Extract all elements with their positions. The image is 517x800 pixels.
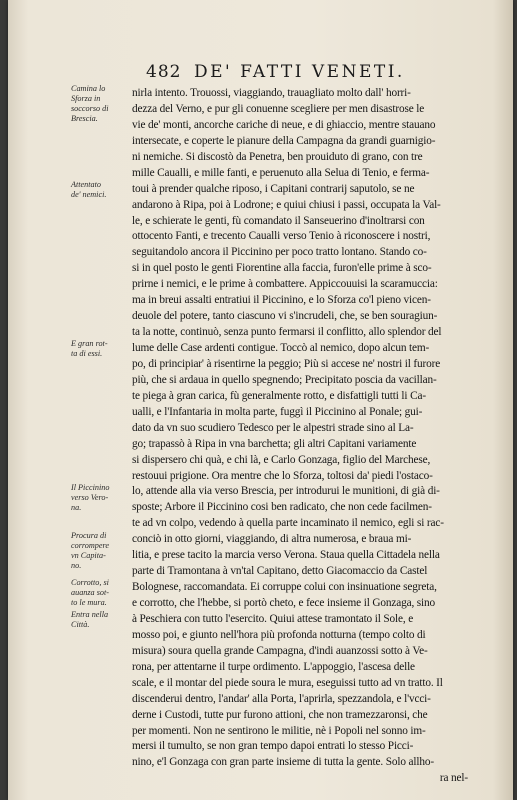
text-line: le, e schierate le genti, fù comandato il Sanseuerino d'inoltrarsi con [132, 214, 425, 227]
text-line: toui à prender qualche riposo, i Capitani contrarij saputolo, se ne [132, 182, 415, 195]
book-page [8, 0, 513, 800]
text-line: ottocento Fanti, e trecento Caualli verso Tenio à riconoscere i nostri, [132, 230, 431, 243]
text-line: sposte; Arbore il Piccinino cosi ben radicato, che non cede facilmen- [132, 501, 432, 514]
margin-note: Procura di corrompere vn Capita- no. [71, 530, 110, 570]
margin-note: E gran rot- ta di essi. [71, 339, 108, 359]
text-line: seguitandolo ancora il Piccinino per poco tratto lontano. Stando co- [132, 246, 427, 259]
text-line: per momenti. Non ne sentirono le militie, nè i Popoli nel sonno im- [132, 724, 426, 737]
text-line: po, di principiar' à risentirne la peggio; Più si accese ne' nostri il furore [132, 357, 441, 370]
text-line: te ad vn colpo, vedendo à quella parte incaminato il nemico, egli si rac- [132, 517, 444, 530]
margin-note: Il Piccinino verso Vero- na. [71, 482, 110, 512]
text-line: derne i Custodi, tutte pur furono attioni, che non tramezzaronsi, che [132, 708, 428, 721]
running-title: DE' FATTI VENETI. [194, 62, 405, 82]
text-line: Bolognese, raccomandata. Ei corruppe colui con insinuatione segreta, [132, 581, 437, 594]
margin-note: Attentato de' nemici. [71, 179, 107, 199]
text-line: discenderui dentro, l'andar' alla Porta, l'aprirla, spezzandola, e l'vcci- [132, 692, 431, 705]
text-line: nirla intento. Trouossi, viaggiando, trauagliato molto dall' horri- [132, 87, 411, 99]
text-line: prirne i nemici, e le prime à combattere. Appiccouuisi la scaramuccia: [132, 278, 438, 291]
text-line: ra nel- [439, 772, 468, 785]
body-text [132, 86, 510, 787]
text-line: si in quel posto le genti Fiorentine alla faccia, furon'elle prime à sco- [132, 262, 432, 275]
text-line: te piega à gran carica, fù generalmente rotto, e disfattigli tutti li Ca- [132, 389, 426, 402]
text-line: misura) soura quella grande Campagna, d'indi auanzossi sotto à Ve- [132, 644, 428, 657]
text-line: lume delle Case ardenti contigue. Toccò al nemico, dopo alcun tem- [132, 342, 430, 354]
text-line: ualli, e l'Infantaria in molta parte, fuggì il Piccinino al Ponale; gui- [132, 405, 423, 418]
text-line: nino, e'l Gonzaga con gran parte insieme di tutta la gente. Solo allho- [132, 756, 434, 769]
text-line: scale, e il montar del piede soura le mura, eseguissi tutto ad vn tratto. Il [132, 676, 443, 689]
text-line: litia, e prese tacito la marcia verso Verona. Staua quella Cittadela nella [132, 549, 440, 562]
text-line: ma in breui assalti entratiui il Piccinino, e lo Sforza co'l pieno vicen- [132, 294, 431, 307]
text-line: intersecate, e coperte le pianure della Campagna da grandi guarnigio- [132, 134, 436, 147]
margin-note: Camina lo Sforza in soccorso di Brescia. [71, 84, 109, 123]
text-line: ta la notte, continuò, senza punto fermarsi il conflitto, allo splendor del [132, 326, 442, 339]
page-number: 482 [146, 62, 182, 82]
text-line: e corrotto, che l'hebbe, si portò cheto, e fece insieme il Gonzaga, sino [132, 597, 436, 609]
text-line: ni nemiche. Si discostò da Penetra, ben prouiduto di grano, con tre [132, 150, 423, 163]
margin-note: Entra nella Città. [71, 610, 109, 630]
text-line: mersi il tumulto, se non gran tempo dapoi entrati lo stesso Picci- [132, 740, 414, 753]
text-line: conciò in otto giorni, viaggiando, di altra numerosa, e braua mi- [132, 533, 412, 546]
text-line: mille Caualli, e mille fanti, e peruenuto alla Selua di Tenio, e ferma- [132, 166, 430, 179]
text-line: vie de' monti, ancorche cariche di neue, e di ghiaccio, mentre stauano [132, 118, 436, 131]
text-line: restouui prigione. Ora mentre che lo Sforza, toltosi da' piedi l'ostaco- [132, 469, 433, 482]
text-line: go; trapassò à Ripa in vna barchetta; gli altri Capitani variamente [132, 437, 417, 450]
text-line: si dispersero chi quà, e chi là, e Carlo Gonzaga, figlio del Marchese, [132, 453, 431, 466]
text-line: rona, per attentarne il turpe ordimento. L'appoggio, l'ascesa delle [132, 660, 415, 673]
text-line: mosso poi, e giunto nell'hora più profonda notturna (tempo colto di [132, 628, 426, 641]
text-line: dato da vn suo scudiero Tedesco per le alpestri strade sino al La- [132, 421, 414, 434]
text-line: andarono à Ripa, poi à Lodrone; e quiui chiusi i passi, occupata la Val- [132, 198, 441, 211]
text-line: deuole del potere, tanto ciascuno vi s'incrudeli, che, se ben souragiun- [132, 310, 438, 323]
text-line: dezza del Verno, e pur gli conuenne scegliere per men disastrose le [132, 102, 425, 115]
text-line: à Peschiera con tutto l'esercito. Quiui attese tramontato il Sole, e [132, 612, 414, 625]
text-line: lo, attende alla via verso Brescia, per introdurui le munitioni, di già di- [132, 485, 440, 498]
text-line: più, che si ardaua in quello spegnendo; Precipitato poscia da vacillan- [132, 373, 437, 386]
margin-note: Corrotto, si auanza sot- to le mura. [71, 578, 109, 608]
text-line: parte di Tramontana à vn'tal Capitano, detto Giacomaccio da Castel [132, 565, 428, 578]
